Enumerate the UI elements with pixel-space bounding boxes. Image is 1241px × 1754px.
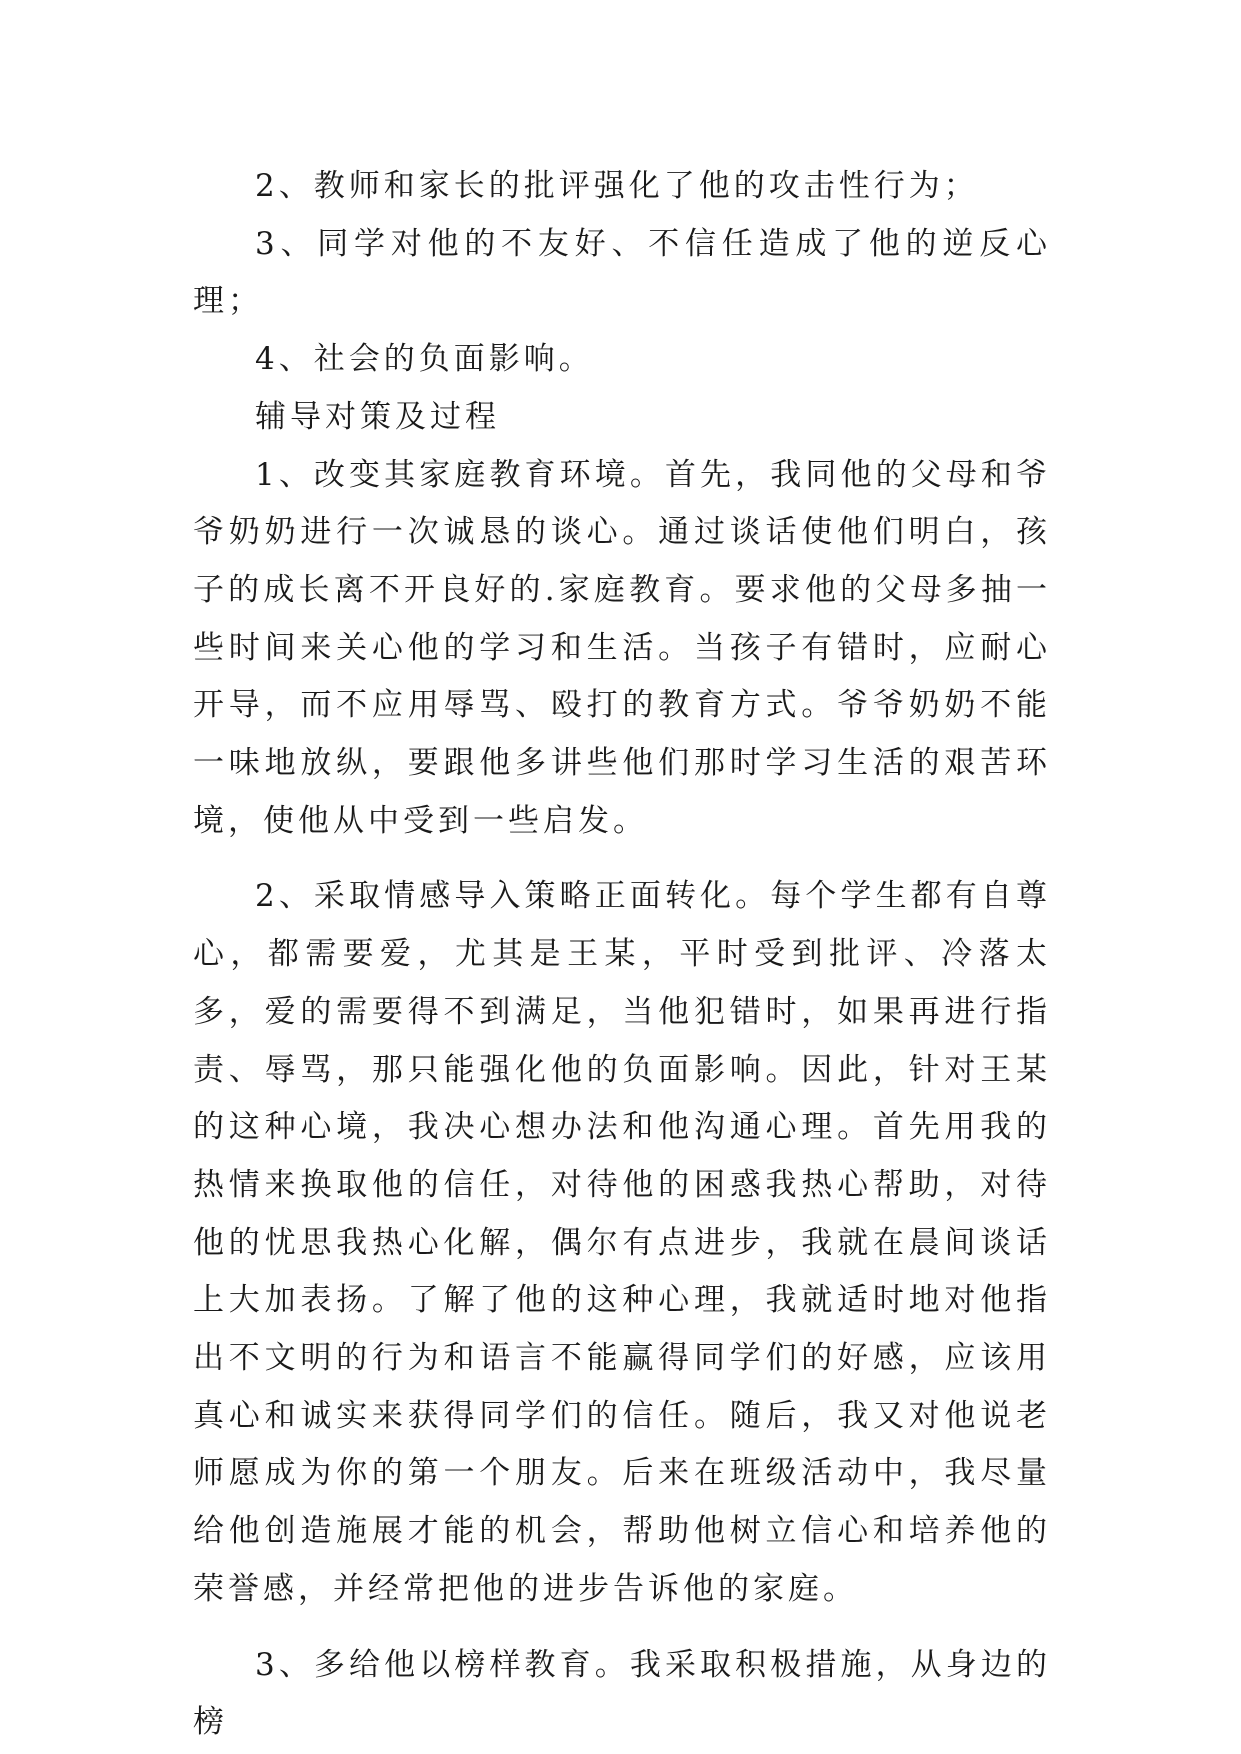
paragraph-reason-2: 2、教师和家长的批评强化了他的攻击性行为； bbox=[255, 168, 979, 204]
paragraph-reason-3: 3、同学对他的不友好、不信任造成了他的逆反心理； bbox=[193, 225, 1051, 320]
paragraph-strategy-2: 2、采取情感导入策略正面转化。每个学生都有自尊心，都需要爱，尤其是王某，平时受到批评、冷落太多，爱的需要得不到满足，当他犯错时，如果再进行指责、辱骂，那只能强化他的负面影响。因此，针对王某的这种心境，我决心想办法和他沟通心理。首先用我的热情来换取他的信任，对待他的困惑我热心帮助，对待他的忧思我热心化解，偶尔有点进步，我就在晨间谈话上大加表扬。了解了他的这种心理，我就适时地对他指出不文明的行为和语言不能赢得同学们的好感，应该用真心和诚实来获得同学们的信任。随后，我又对他说老师愿成为你的第一个朋友。后来在班级活动中，我尽量给他创造施展才能的机会，帮助他树立信心和培养他的荣誉感，并经常把他的进步告诉他的家庭。 bbox=[193, 878, 1051, 1607]
document-body bbox=[193, 158, 1051, 1752]
paragraph-strategy-1: 1、改变其家庭教育环境。首先，我同他的父母和爷爷奶奶进行一次诚恳的谈心。通过谈话使他们明白，孩子的成长离不开良好的.家庭教育。要求他的父母多抽一些时间来关心他的学习和生活。当孩子有错时，应耐心开导，而不应用辱骂、殴打的教育方式。爷爷奶奶不能一味地放纵，要跟他多讲些他们那时学习生活的艰苦环境，使他从中受到一些启发。 bbox=[193, 456, 1051, 839]
section-heading: 辅导对策及过程 bbox=[255, 398, 500, 435]
paragraph-strategy-3: 3、多给他以榜样教育。我采取积极措施，从身边的榜 bbox=[193, 1646, 1051, 1741]
paragraph-reason-4: 4、社会的负面影响。 bbox=[255, 341, 594, 378]
